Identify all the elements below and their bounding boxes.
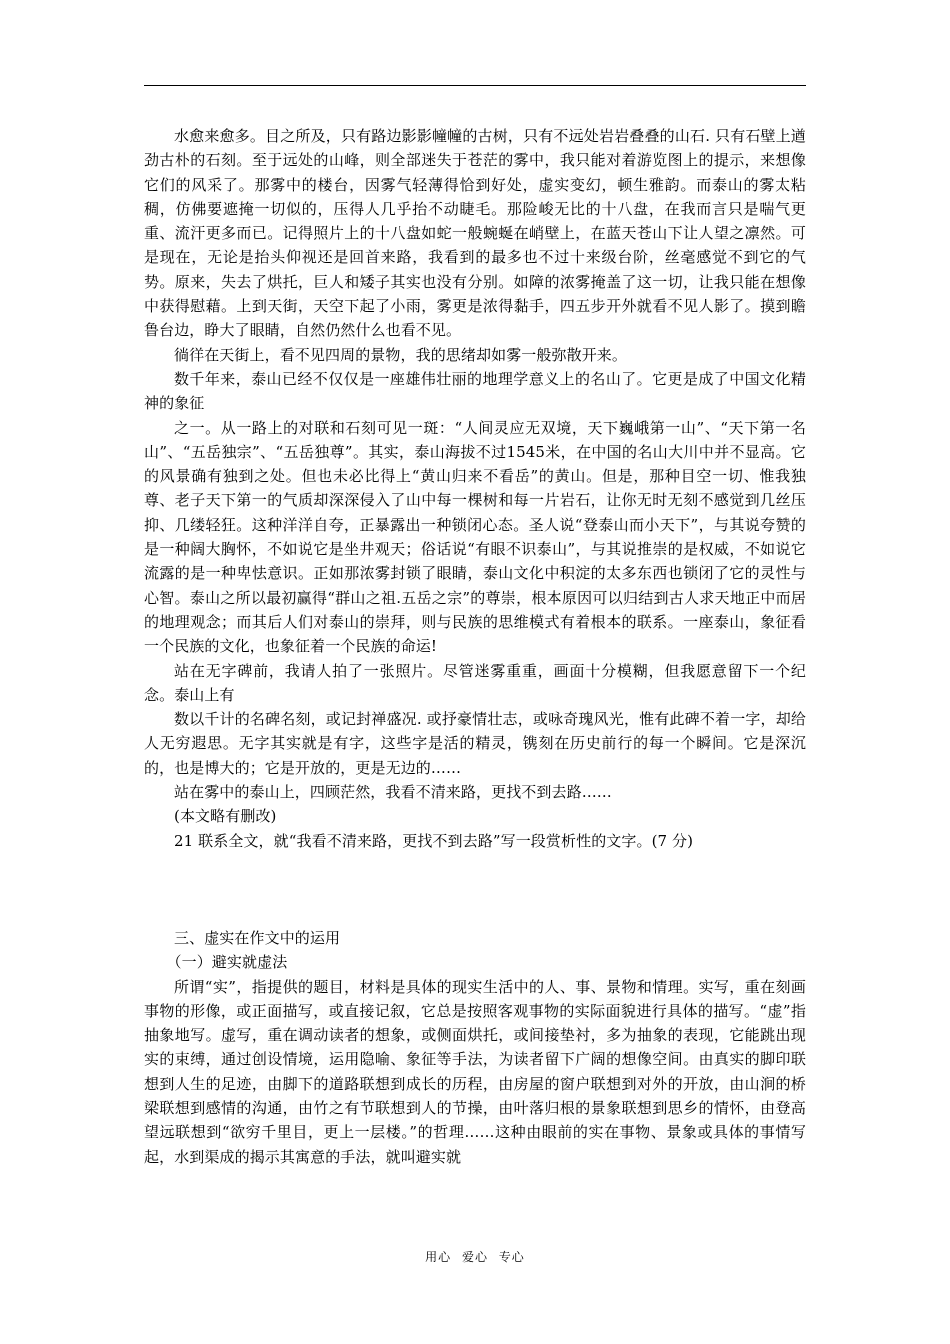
article-paragraph: 数以千计的名碑名刻，或记封禅盛况. 或抒豪情壮志，或咏奇瑰风光，惟有此碑不着一字，却给人无穷遐思。无字其实就是有字，这些字是活的精灵，镌刻在历史前行的每一个瞬间。它是深沉的，也是博大的；它是开放的，更是无边的……: [144, 710, 806, 777]
article-paragraph: 徜徉在天街上，看不见四周的景物，我的思绪却如雾一般弥散开来。: [174, 345, 628, 364]
article-note: (本文略有删改): [174, 807, 277, 826]
section-subheading: （一）避实就虚法: [166, 953, 288, 972]
section-paragraph: 所谓“实”，指提供的题目，材料是具体的现实生活中的人、事、景物和情理。实写，重在刻画事物的形像，或正面描写，或直接记叙，它总是按照客观事物的实际面貌进行具体的描写。“虚”指抽象地写。虚写，重在调动读者的想象，或侧面烘托，或间接垫衬，多为抽象的表现，它能跳出现实的束缚，通过创设情境，运用隐喻、象征等手法，为读者留下广阔的想像空间。由真实的脚印联想到人生的足迹，由脚下的道路联想到成长的历程，由房屋的窗户联想到对外的开放，由山涧的桥梁联想到感情的沟通，由竹之有节联想到人的节操，由叶落归根的景象联想到思乡的情怀，由登高望远联想到“欲穷千里目，更上一层楼。”的哲理……这种由眼前的实在事物、景象或具体的事情写起，水到渠成的揭示其寓意的手法，就叫避实就: [144, 977, 806, 1166]
article-paragraph: 站在雾中的泰山上，四顾茫然，我看不清来路，更找不到去路……: [174, 783, 612, 802]
article-paragraph: 之一。从一路上的对联和石刻可见一斑：“人间灵应无双境，天下巍峨第一山”、“天下第一名山”、“五岳独宗”、“五岳独尊”。其实，泰山海拔不过1545米，在中国的名山大川中并不显高。它的风景确有独到之处。但也未必比得上“黄山归来不看岳”的黄山。但是，那种目空一切、惟我独尊、老子天下第一的气质却深深侵入了山中每一棵树和每一片岩石，让你无时无刻不感觉到几丝压抑、几缕轻狂。这种洋洋自夸，正暴露出一种锁闭心态。圣人说“登泰山而小天下”，与其说夸赞的是一种阔大胸怀，不如说它是坐井观天；俗话说“有眼不识泰山”，与其说推崇的是权威，不如说它流露的是一种卑怯意识。正如那浓雾封锁了眼睛，泰山文化中积淀的太多东西也锁闭了它的灵性与心智。泰山之所以最初赢得“群山之祖.五岳之宗”的尊崇，根本原因可以归结到古人求天地正中而居的地理观念；而其后人们对泰山的崇拜，则与民族的思维模式有着根本的联系。一座泰山，象征看一个民族的文化，也象征着一个民族的命运!: [144, 418, 806, 656]
section-gap: [144, 853, 806, 926]
document-body: [144, 124, 806, 1169]
page-footer: 用心 爱心 专心: [425, 1250, 525, 1264]
section-heading: 三、虚实在作文中的运用: [174, 928, 341, 947]
article-paragraph: 水愈来愈多。目之所及，只有路边影影幢幢的古树，只有不远处岩岩叠叠的山石. 只有石壁上遒劲古朴的石刻。至于远处的山峰，则全部迷失于苍茫的雾中，我只能对着游览图上的提示，来想像它们的风采了。那雾中的楼台，因雾气轻薄得恰到好处，虚实变幻，顿生雅韵。而泰山的雾太粘稠，仿佛要遮掩一切似的，压得人几乎抬不动睫毛。那险峻无比的十八盘，在我而言只是喘气更重、流汗更多而已。记得照片上的十八盘如蛇一般蜿蜒在峭壁上，在蓝天苍山下让人望之凛然。可是现在，无论是抬头仰视还是回首来路，我看到的最多也不过十来级台阶，丝毫感觉不到它的气势。原来，失去了烘托，巨人和矮子其实也没有分别。如障的浓雾掩盖了这一切，让我只能在想像中获得慰藉。上到天街，天空下起了小雨，雾更是浓得黏手，四五步开外就看不见人影了。摸到瞻鲁台边，睁大了眼睛，自然仍然什么也看不见。: [144, 127, 806, 340]
article-paragraph: 数千年来，泰山已经不仅仅是一座雄伟壮丽的地理学意义上的名山了。它更是成了中国文化精神的象征: [144, 369, 806, 413]
article-paragraph: 站在无字碑前，我请人拍了一张照片。尽管迷雾重重，画面十分模糊，但我愿意留下一个纪念。泰山上有: [144, 661, 806, 704]
header-rule: [144, 85, 806, 86]
question-21: 21 联系全文，就“我看不清来路，更找不到去路”写一段赏析性的文字。(7 分): [174, 831, 694, 850]
